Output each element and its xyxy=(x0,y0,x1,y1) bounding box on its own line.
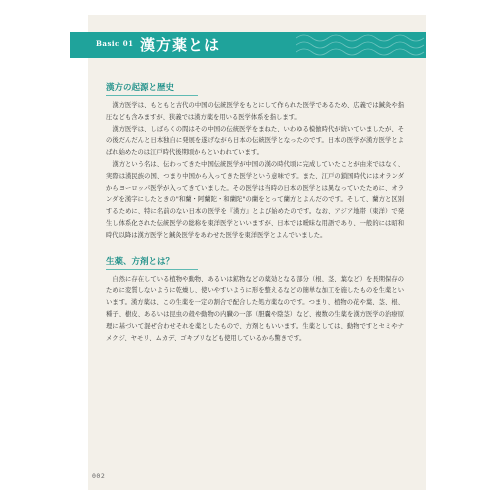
section-tag: Basic 01 xyxy=(96,39,134,48)
title-banner xyxy=(70,32,426,58)
page-number: 002 xyxy=(92,472,106,480)
heading-underline xyxy=(106,95,198,96)
paragraph: 自然に存在している植物や動物、あるいは鉱物などの薬効となる部分（根、茎、葉など）を長期保存のために変質しないように乾燥し、使いやすいように形を整えるなどの簡単な加工を施したものを生薬といいます。漢方薬は、この生薬を一定の割合で配合した処方薬なのです。つまり、植物の花や葉、茎、根、種子、樹皮、あるいは昆虫の殻や動物の内臓の一部（胆嚢や陰茎）など、複数の生薬を漢方医学の治療原理に基づいて混ぜ合わせそれを薬としたもので、方剤ともいいます。生薬としては、動物ですとセミやナメクジ、ヤモリ、ムカデ、ゴキブリなども使用しているから驚きです。 xyxy=(106,275,404,342)
heading-underline xyxy=(106,269,198,270)
paragraph: 漢方医学は、もともと古代の中国の伝統医学をもとにして作られた医学であるため、広義では鍼灸や指圧なども含みますが、狭義では漢方薬を用いる医学体系を指します。 xyxy=(106,102,404,121)
paragraph: 漢方という名は、伝わってきた中国伝統医学が中国の漢の時代頃に完成していたことが由来ではなく、実際は漢民族の国、つまり中国から入ってきた医学という意味です。また、江戸の鎖国時代にはオランダからヨーロッパ医学が入ってきていました。その医学は当時の日本の医学とは異なっていたために、オランダを漢字にしたときの"和蘭・阿蘭陀・和蘭陀"の蘭をとって蘭方とよんだのです。そして、蘭方と区別するために、特に名前のない日本の医学を『漢方』とよび始めたのです。なお、アジア地帯（東洋）で発生し体系化された伝統医学の総称を東洋医学といいますが、日本では曖昧な用語であり、一般的には昭和時代以降は漢方医学と鍼灸医学をあわせた医学を東洋医学とよんでいました。 xyxy=(106,160,404,239)
section-heading-crude-drugs: 生薬、方剤とは？ xyxy=(106,256,175,267)
wave-pattern-icon xyxy=(296,32,426,58)
main-content xyxy=(106,82,404,344)
page-title: 漢方薬とは xyxy=(140,36,221,54)
section-heading-origin: 漢方の起源と歴史 xyxy=(106,83,175,93)
paragraph: 漢方医学は、しばらくの間はその中国の伝統医学をまねた、いわゆる模倣時代が続いていましたが、その後だんだんと日本独自に発展を遂げながら日本の伝統医学となったのです。日本の医学が漢方医学とよばれ始めたのは江戸時代後期頃からといわれています。 xyxy=(106,125,404,157)
